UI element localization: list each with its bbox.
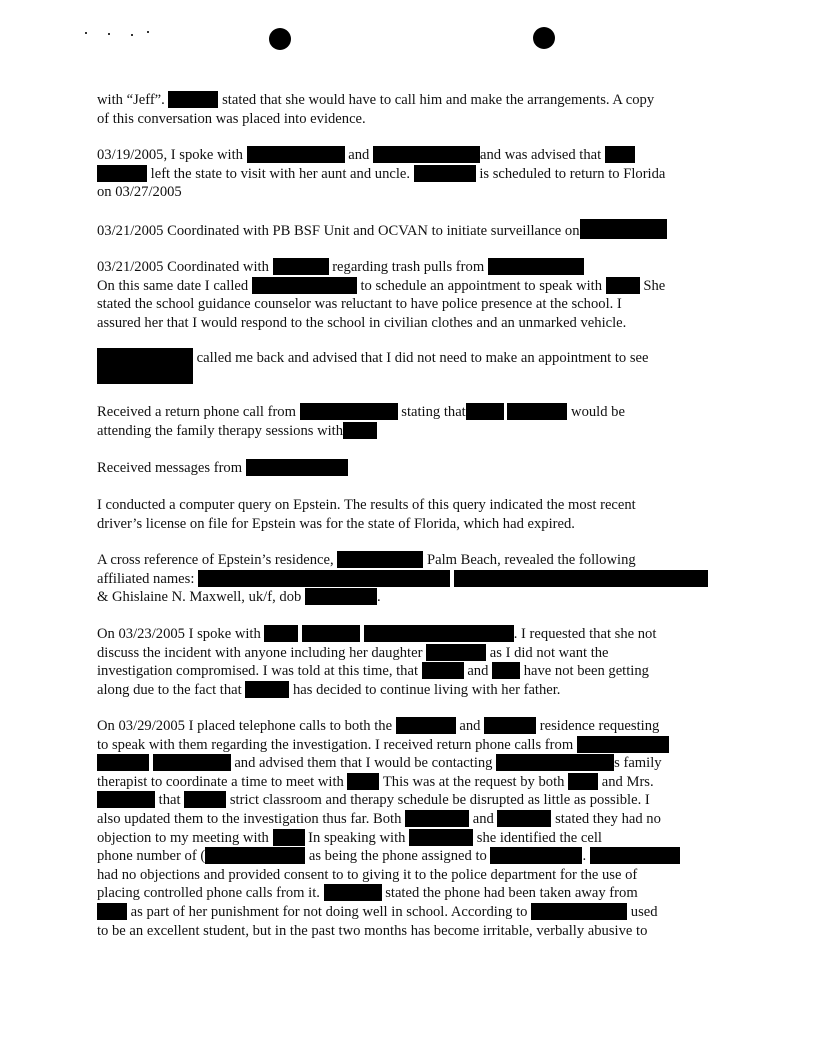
- paragraph: On 03/29/2005 I placed telephone calls to both the and residence requesting to speak with them regarding the investigation. I received return phone calls from and advised them that I would be contacting s family therapist to coordinate a time to meet with This was at the request by both and Mrs. that strict classroom and therapy schedule be disrupted as little as possible. I also updated them to the investigation thus far. Both and stated they had no objection to my meeting with In speaking with she identified the cell phone number of ( as being the phone assigned to . had no objections and provided consent to to giving it to the police department for the use of placing controlled phone calls from it. stated the phone had been taken away from as part of her punishment for not doing well in school. According to used to be an excellent student, but in the past two months has become irritable, verbally abusive to: [97, 717, 737, 940]
- paragraph: Received a return phone call from stating that would be attending the family therapy sessions with: [97, 404, 625, 439]
- redaction: [364, 625, 514, 642]
- scan-speck: [147, 31, 149, 33]
- paragraph: with “Jeff”. stated that she would have to call him and make the arrangements. A copy of this conversation was placed into evidence.: [97, 92, 655, 127]
- redaction: [497, 810, 551, 827]
- redaction: [305, 588, 377, 605]
- redaction: [414, 165, 476, 182]
- paragraph: A cross reference of Epstein’s residence, Palm Beach, revealed the following affiliated names: & Ghislaine N. Maxwell, uk/f, dob .: [97, 551, 737, 607]
- redaction: [153, 754, 231, 771]
- redaction: [490, 847, 582, 864]
- redaction: [405, 810, 469, 827]
- redaction: [409, 829, 473, 846]
- scan-speck: [108, 33, 110, 35]
- redaction: [300, 403, 398, 420]
- redaction: [580, 219, 667, 239]
- redaction: [97, 903, 127, 920]
- redaction: [466, 403, 504, 420]
- redaction: [577, 736, 669, 753]
- hole-punch-right: [533, 27, 555, 49]
- redaction: [605, 146, 635, 163]
- redaction: [422, 662, 464, 679]
- redaction: [97, 348, 193, 384]
- redaction: [568, 773, 598, 790]
- paragraph: 03/21/2005 Coordinated with regarding trash pulls from On this same date I called to schedule an appointment to speak with She stated the school guidance counselor was reluctant to have police presence at the school. I assured her that I would respond to the school in civilian clothes and an unmarked vehicle.: [97, 259, 666, 331]
- redaction: [496, 754, 614, 771]
- paragraph: Received messages from: [97, 459, 737, 478]
- redaction: [531, 903, 627, 920]
- redaction: [245, 681, 289, 698]
- paragraph: On 03/23/2005 I spoke with . I requested that she not discuss the incident with anyone including her daughter as I did not want the investigation compromised. I was told at this time, that and have not been getting along due to the fact that has decided to continue living with her father.: [97, 626, 657, 698]
- paragraph: 03/21/2005 Coordinated with PB BSF Unit and OCVAN to initiate surveillance on: [97, 219, 737, 241]
- paragraph: called me back and advised that I did not need to make an appointment to see: [97, 348, 737, 384]
- redaction: [426, 644, 486, 661]
- redaction: [264, 625, 298, 642]
- redaction: [454, 570, 708, 587]
- redaction: [205, 847, 305, 864]
- redaction: [273, 829, 305, 846]
- redaction: [606, 277, 640, 294]
- scan-speck: [85, 32, 87, 34]
- redaction: [184, 791, 226, 808]
- redaction: [302, 625, 360, 642]
- redaction: [396, 717, 456, 734]
- paragraph: 03/19/2005, I spoke with and and was advised that left the state to visit with her aunt and uncle. is scheduled to return to Florida on 03/27/2005: [97, 147, 666, 201]
- redaction: [247, 146, 345, 163]
- redaction: [373, 146, 480, 163]
- redaction: [97, 165, 147, 182]
- redaction: [590, 847, 680, 864]
- redaction: [337, 551, 423, 568]
- redaction: [273, 258, 329, 275]
- redaction: [347, 773, 379, 790]
- redaction: [168, 91, 218, 108]
- redaction: [492, 662, 520, 679]
- scan-speck: [131, 34, 133, 36]
- paragraph: I conducted a computer query on Epstein. The results of this query indicated the most recent driver’s license on file for Epstein was for the state of Florida, which had expired.: [97, 497, 636, 532]
- redaction: [252, 277, 357, 294]
- redaction: [343, 422, 377, 439]
- redaction: [507, 403, 567, 420]
- redaction: [246, 459, 348, 476]
- redaction: [97, 791, 155, 808]
- redaction: [484, 717, 536, 734]
- redaction: [97, 754, 149, 771]
- redaction: [324, 884, 382, 901]
- hole-punch-left: [269, 28, 291, 50]
- redaction: [488, 258, 584, 275]
- redaction: [198, 570, 450, 587]
